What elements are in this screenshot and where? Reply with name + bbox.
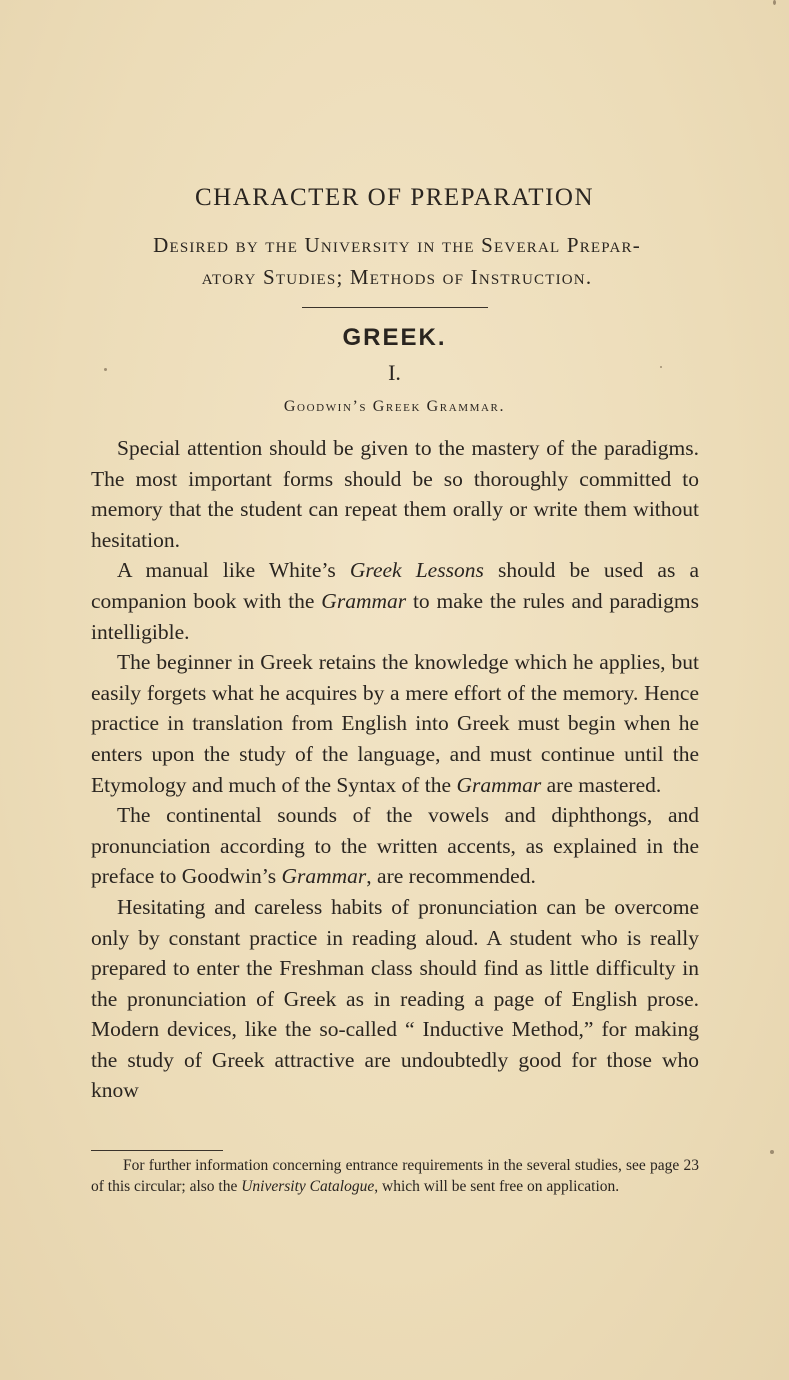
footnote-text-c: , which will be sent free on application. xyxy=(374,1178,620,1195)
paragraph-4-grammar: Grammar xyxy=(281,864,367,889)
paper-speck xyxy=(770,1150,774,1154)
paragraph-1: Special attention should be given to the mastery of the paradigms. The most important forms should be so thoroughly committed to memory that the student can repeat them orally or write them without hesitation. xyxy=(91,436,699,552)
body-text xyxy=(91,433,699,1106)
paper-speck xyxy=(660,366,662,368)
paragraph-2-book-title: Greek Lessons xyxy=(349,558,484,583)
paragraph-3-grammar: Grammar xyxy=(456,772,542,797)
paragraph-4 xyxy=(91,800,699,892)
paragraph-5: Hesitating and careless habits of pronunciation can be overcome only by constant practice in reading aloud. A student who is really prepared to enter the Freshman class should find as little difficulty in the pronunciation of Greek as in reading a page of English prose. Modern devices, like the so-called “ Inductive Method,” for making the study of Greek attractive are undoubtedly good for those who know xyxy=(91,894,699,1103)
page-subtitle-line-1: Desired by the University in the Several Prepar- xyxy=(153,233,641,257)
page-title: CHARACTER OF PREPARATION xyxy=(194,184,595,211)
paragraph-2 xyxy=(91,555,699,647)
footnote-text-a: For further information concerning entrance requirements in the several studies, see page 23 of this circular; also the xyxy=(91,1157,699,1195)
paragraph-2-text-e: to make the rules and paradigms intelligible. xyxy=(91,588,699,644)
page-subtitle xyxy=(92,229,702,293)
subsection-title: Goodwin’s Greek Grammar. xyxy=(283,398,506,415)
paragraph-3-text-a: The beginner in Greek retains the knowledge which he applies, but easily forgets what he acquires by a mere effort of the memory. Hence practice in translation from English into Greek must begin when he enters upon the study of the language, and must continue until the Etymology and much of the Syntax of the xyxy=(91,650,699,797)
page-subtitle-line-2: atory Studies; Methods of Instruction. xyxy=(201,265,593,289)
title-divider xyxy=(302,307,488,308)
footnote-divider xyxy=(91,1150,223,1151)
paper-speck xyxy=(773,0,776,5)
paragraph-2-text-c: should be used as a companion book with the xyxy=(91,558,699,613)
paragraph-2-grammar: Grammar xyxy=(321,588,407,613)
paragraph-3 xyxy=(91,647,699,800)
footnote xyxy=(91,1155,699,1197)
paragraph-2-text-a: A manual like White’s xyxy=(117,558,350,583)
paragraph-3-text-c: are mastered. xyxy=(541,772,662,797)
section-title: GREEK. xyxy=(342,324,447,351)
paper-speck xyxy=(104,368,107,371)
footnote-catalogue-title: University Catalogue xyxy=(241,1178,375,1195)
section-number: I. xyxy=(388,360,401,385)
paragraph-4-text-a: The continental sounds of the vowels and diphthongs, and pronunciation according to the written accents, as explained in the preface to Goodwin’s xyxy=(91,803,699,889)
paragraph-4-text-c: , are recommended. xyxy=(366,864,536,889)
